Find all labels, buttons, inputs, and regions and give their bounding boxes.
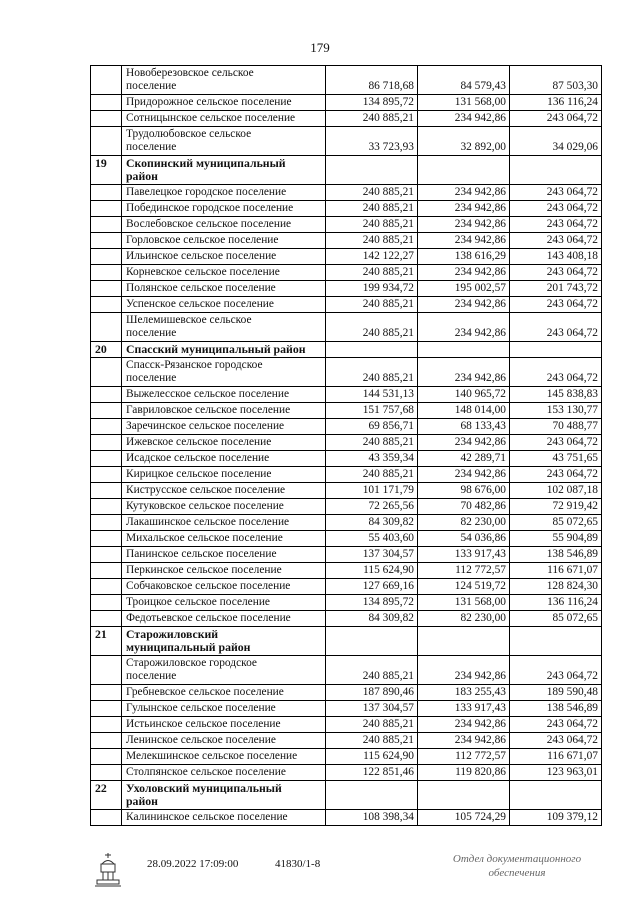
settlement-name: Ижевское сельское поселение [122,435,326,451]
settlement-row [91,127,602,156]
amount-year-2: 140 965,72 [418,387,510,403]
amount-year-3: 189 590,48 [510,685,602,701]
settlement-row [91,233,602,249]
row-number [91,419,122,435]
amount-year-2: 68 133,43 [418,419,510,435]
settlement-row [91,483,602,499]
amount-year-2: 195 002,57 [418,281,510,297]
settlement-name: Сотницынское сельское поселение [122,111,326,127]
amount-year-1: 137 304,57 [326,701,418,717]
row-number [91,66,122,95]
amount-year-1: 84 309,82 [326,515,418,531]
settlement-row [91,265,602,281]
settlement-row [91,419,602,435]
amount-year-3: 201 743,72 [510,281,602,297]
settlement-name: Корневское сельское поселение [122,265,326,281]
stamp-line-1: Отдел документационного [452,853,582,865]
settlement-name: Горловское сельское поселение [122,233,326,249]
settlement-name: Гребневское сельское поселение [122,685,326,701]
row-number [91,717,122,733]
settlement-row [91,297,602,313]
district-row [91,781,602,810]
settlement-row [91,685,602,701]
page-number: 179 [310,40,330,55]
amount-year-3: 116 671,07 [510,749,602,765]
amount-year-2: 82 230,00 [418,611,510,627]
settlement-row [91,313,602,342]
district-row [91,627,602,656]
settlement-name: Гулынское сельское поселение [122,701,326,717]
amount-year-3: 138 546,89 [510,701,602,717]
amount-year-1 [326,627,418,656]
settlement-row [91,281,602,297]
row-number [91,217,122,233]
row-number [91,749,122,765]
district-name: Спасский муниципальный район [122,342,326,358]
amount-year-1: 187 890,46 [326,685,418,701]
row-number [91,265,122,281]
amount-year-1: 84 309,82 [326,611,418,627]
amount-year-2: 119 820,86 [418,765,510,781]
row-number [91,313,122,342]
row-number [91,185,122,201]
amount-year-3: 138 546,89 [510,547,602,563]
amount-year-2: 54 036,86 [418,531,510,547]
settlement-name: Новоберезовское сельское поселение [122,66,326,95]
amount-year-2 [418,156,510,185]
settlement-row [91,656,602,685]
amount-year-3: 243 064,72 [510,233,602,249]
amount-year-2: 98 676,00 [418,483,510,499]
amount-year-3: 243 064,72 [510,435,602,451]
amount-year-3: 43 751,65 [510,451,602,467]
amount-year-2: 234 942,86 [418,265,510,281]
amount-year-1: 127 669,16 [326,579,418,595]
amount-year-2: 234 942,86 [418,656,510,685]
settlement-name: Мелекшинское сельское поселение [122,749,326,765]
amount-year-1 [326,781,418,810]
settlement-name: Исадское сельское поселение [122,451,326,467]
amount-year-1: 240 885,21 [326,435,418,451]
district-name: Скопинский муниципальный район [122,156,326,185]
amount-year-1: 72 265,56 [326,499,418,515]
amount-year-1: 240 885,21 [326,717,418,733]
settlement-row [91,611,602,627]
settlement-name: Придорожное сельское поселение [122,95,326,111]
amount-year-3: 243 064,72 [510,217,602,233]
amount-year-1: 240 885,21 [326,656,418,685]
row-number [91,579,122,595]
settlement-row [91,403,602,419]
amount-year-3: 243 064,72 [510,111,602,127]
amount-year-1: 115 624,90 [326,563,418,579]
row-number: 20 [91,342,122,358]
row-number [91,297,122,313]
settlement-name: Полянское сельское поселение [122,281,326,297]
settlement-row [91,387,602,403]
amount-year-1: 240 885,21 [326,185,418,201]
settlement-name: Заречинское сельское поселение [122,419,326,435]
budget-table-body [91,66,602,826]
settlement-row [91,499,602,515]
emblem-icon [93,850,123,890]
settlement-row [91,765,602,781]
row-number [91,249,122,265]
amount-year-2: 234 942,86 [418,217,510,233]
amount-year-3: 85 072,65 [510,515,602,531]
settlement-name: Калининское сельское поселение [122,810,326,826]
row-number [91,451,122,467]
amount-year-3: 243 064,72 [510,733,602,749]
settlement-name: Ильинское сельское поселение [122,249,326,265]
amount-year-2: 234 942,86 [418,201,510,217]
stamp-line-2: обеспечения [488,867,546,879]
settlement-name: Собчаковское сельское поселение [122,579,326,595]
settlement-name: Вослебовское сельское поселение [122,217,326,233]
amount-year-2: 234 942,86 [418,467,510,483]
settlement-name: Трудолюбовское сельское поселение [122,127,326,156]
amount-year-1: 33 723,93 [326,127,418,156]
amount-year-2 [418,342,510,358]
settlement-row [91,249,602,265]
amount-year-1: 122 851,46 [326,765,418,781]
amount-year-2: 234 942,86 [418,435,510,451]
settlement-row [91,515,602,531]
settlement-name: Истьинское сельское поселение [122,717,326,733]
amount-year-2: 32 892,00 [418,127,510,156]
amount-year-2: 105 724,29 [418,810,510,826]
settlement-row [91,749,602,765]
amount-year-1: 240 885,21 [326,467,418,483]
amount-year-1: 240 885,21 [326,358,418,387]
amount-year-3: 243 064,72 [510,201,602,217]
settlement-row [91,95,602,111]
row-number [91,483,122,499]
settlement-row [91,185,602,201]
amount-year-2: 133 917,43 [418,701,510,717]
settlement-row [91,701,602,717]
amount-year-1: 134 895,72 [326,95,418,111]
amount-year-3: 143 408,18 [510,249,602,265]
settlement-name: Спасск-Рязанское городское поселение [122,358,326,387]
settlement-name: Ленинское сельское поселение [122,733,326,749]
district-row [91,342,602,358]
settlement-name: Кирицкое сельское поселение [122,467,326,483]
amount-year-2: 234 942,86 [418,733,510,749]
amount-year-3: 55 904,89 [510,531,602,547]
amount-year-3 [510,627,602,656]
amount-year-3: 243 064,72 [510,313,602,342]
settlement-row [91,531,602,547]
row-number [91,515,122,531]
amount-year-3 [510,342,602,358]
settlement-row [91,563,602,579]
amount-year-1: 101 171,79 [326,483,418,499]
row-number [91,358,122,387]
amount-year-3: 153 130,77 [510,403,602,419]
amount-year-1: 55 403,60 [326,531,418,547]
settlement-name: Павелецкое городское поселение [122,185,326,201]
amount-year-3: 243 064,72 [510,185,602,201]
settlement-row [91,451,602,467]
amount-year-3: 136 116,24 [510,595,602,611]
amount-year-1: 86 718,68 [326,66,418,95]
district-name: Ухоловский муниципальный район [122,781,326,810]
amount-year-2: 84 579,43 [418,66,510,95]
settlement-name: Старожиловское городское поселение [122,656,326,685]
settlement-name: Успенское сельское поселение [122,297,326,313]
settlement-row [91,467,602,483]
budget-table [90,65,602,826]
district-name: Старожиловский муниципальный район [122,627,326,656]
settlement-name: Кутуковское сельское поселение [122,499,326,515]
row-number [91,656,122,685]
amount-year-2 [418,627,510,656]
amount-year-1: 240 885,21 [326,733,418,749]
amount-year-3: 243 064,72 [510,297,602,313]
amount-year-3: 243 064,72 [510,467,602,483]
amount-year-3: 243 064,72 [510,265,602,281]
amount-year-1: 137 304,57 [326,547,418,563]
amount-year-3: 128 824,30 [510,579,602,595]
settlement-name: Лакашинское сельское поселение [122,515,326,531]
row-number: 22 [91,781,122,810]
amount-year-1: 240 885,21 [326,265,418,281]
settlement-name: Побединское городское поселение [122,201,326,217]
row-number: 19 [91,156,122,185]
row-number [91,733,122,749]
amount-year-1: 108 398,34 [326,810,418,826]
amount-year-2: 234 942,86 [418,358,510,387]
settlement-row [91,435,602,451]
settlement-name: Михальское сельское поселение [122,531,326,547]
row-number [91,563,122,579]
amount-year-3 [510,781,602,810]
amount-year-2: 234 942,86 [418,717,510,733]
settlement-row [91,717,602,733]
row-number [91,281,122,297]
row-number [91,685,122,701]
settlement-row [91,111,602,127]
amount-year-2: 234 942,86 [418,185,510,201]
row-number [91,111,122,127]
amount-year-2: 234 942,86 [418,233,510,249]
amount-year-2: 70 482,86 [418,499,510,515]
row-number [91,127,122,156]
settlement-row [91,733,602,749]
amount-year-2: 234 942,86 [418,111,510,127]
settlement-name: Троицкое сельское поселение [122,595,326,611]
row-number [91,547,122,563]
amount-year-3: 102 087,18 [510,483,602,499]
amount-year-3: 109 379,12 [510,810,602,826]
amount-year-1: 240 885,21 [326,233,418,249]
amount-year-3: 123 963,01 [510,765,602,781]
settlement-name: Киструсское сельское поселение [122,483,326,499]
settlement-name: Столпянское сельское поселение [122,765,326,781]
row-number: 21 [91,627,122,656]
row-number [91,435,122,451]
amount-year-1: 151 757,68 [326,403,418,419]
settlement-row [91,579,602,595]
settlement-name: Панинское сельское поселение [122,547,326,563]
amount-year-1: 199 934,72 [326,281,418,297]
page-footer [0,848,640,898]
settlement-row [91,547,602,563]
footer-date: 28.09.2022 17:09:00 [147,858,239,870]
amount-year-2: 138 616,29 [418,249,510,265]
settlement-name: Перкинское сельское поселение [122,563,326,579]
amount-year-1 [326,156,418,185]
amount-year-1: 69 856,71 [326,419,418,435]
settlement-name: Выжелесское сельское поселение [122,387,326,403]
amount-year-1: 240 885,21 [326,297,418,313]
amount-year-3: 136 116,24 [510,95,602,111]
amount-year-3: 116 671,07 [510,563,602,579]
amount-year-3: 243 064,72 [510,358,602,387]
amount-year-2: 131 568,00 [418,95,510,111]
row-number [91,233,122,249]
amount-year-1: 134 895,72 [326,595,418,611]
settlement-row [91,595,602,611]
amount-year-1: 43 359,34 [326,451,418,467]
amount-year-1: 115 624,90 [326,749,418,765]
row-number [91,595,122,611]
row-number [91,201,122,217]
amount-year-1: 240 885,21 [326,111,418,127]
amount-year-2: 42 289,71 [418,451,510,467]
settlement-name: Шелемишевское сельское поселение [122,313,326,342]
amount-year-1 [326,342,418,358]
row-number [91,467,122,483]
settlement-row [91,66,602,95]
amount-year-3: 85 072,65 [510,611,602,627]
settlement-row [91,358,602,387]
amount-year-2 [418,781,510,810]
amount-year-3: 243 064,72 [510,717,602,733]
row-number [91,765,122,781]
amount-year-2: 133 917,43 [418,547,510,563]
row-number [91,611,122,627]
amount-year-3 [510,156,602,185]
amount-year-3: 87 503,30 [510,66,602,95]
amount-year-1: 240 885,21 [326,217,418,233]
amount-year-2: 234 942,86 [418,313,510,342]
amount-year-2: 148 014,00 [418,403,510,419]
row-number [91,701,122,717]
amount-year-2: 112 772,57 [418,563,510,579]
settlement-row [91,217,602,233]
amount-year-2: 124 519,72 [418,579,510,595]
amount-year-3: 34 029,06 [510,127,602,156]
office-stamp [442,852,592,880]
amount-year-2: 131 568,00 [418,595,510,611]
amount-year-3: 145 838,83 [510,387,602,403]
settlement-name: Гавриловское сельское поселение [122,403,326,419]
row-number [91,95,122,111]
amount-year-2: 82 230,00 [418,515,510,531]
amount-year-1: 142 122,27 [326,249,418,265]
amount-year-2: 234 942,86 [418,297,510,313]
amount-year-3: 243 064,72 [510,656,602,685]
row-number [91,403,122,419]
row-number [91,387,122,403]
settlement-row [91,810,602,826]
settlement-name: Федотьевское сельское поселение [122,611,326,627]
district-row [91,156,602,185]
amount-year-1: 144 531,13 [326,387,418,403]
row-number [91,531,122,547]
amount-year-1: 240 885,21 [326,201,418,217]
amount-year-3: 72 919,42 [510,499,602,515]
amount-year-1: 240 885,21 [326,313,418,342]
footer-document-id: 41830/1-8 [275,858,321,870]
amount-year-3: 70 488,77 [510,419,602,435]
amount-year-2: 183 255,43 [418,685,510,701]
amount-year-2: 112 772,57 [418,749,510,765]
row-number [91,499,122,515]
settlement-row [91,201,602,217]
row-number [91,810,122,826]
